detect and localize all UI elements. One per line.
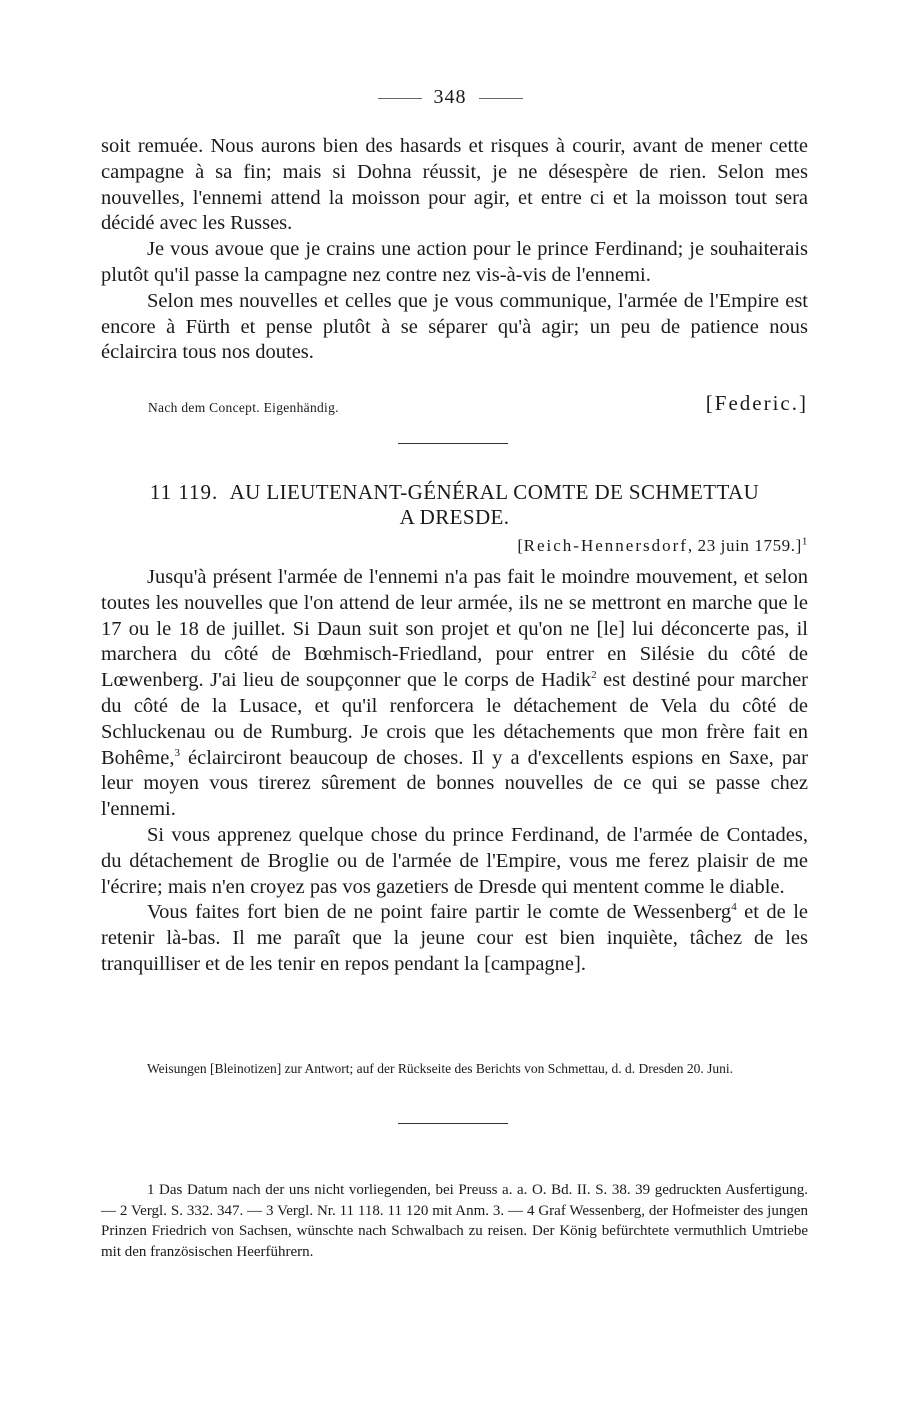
paragraph: Je vous avoue que je crains une action pour le prince Ferdinand; je souhaiterais plutôt qu'il passe la campagne nez contre nez vis-à-vis de l'ennemi. bbox=[101, 238, 808, 286]
footnote-ref: 3 bbox=[174, 746, 180, 759]
letter-title: AU LIEUTENANT-GÉNÉRAL COMTE DE SCHMETTAU bbox=[229, 480, 760, 504]
letter-dateline: [Reich-Hennersdorf, 23 juin 1759.]$^1$ bbox=[517, 535, 808, 555]
place: Reich-Hennersdorf bbox=[523, 536, 688, 555]
footnote-ref: 4 bbox=[731, 901, 737, 914]
paragraph: Selon mes nouvelles et celles que je vous communique, l'armée de l'Empire est encore à Fürth et pense plutôt à se séparer qu'à agir; un peu de patience nous éclaircira tous nos doutes. bbox=[101, 289, 808, 364]
letter-body bbox=[101, 565, 808, 978]
letter-title-destination: A DRESDE. bbox=[399, 505, 510, 529]
footnote-ref: 1 bbox=[801, 535, 808, 548]
editorial-note: Weisungen [Bleinotizen] zur Antwort; auf der Rückseite des Berichts von Schmettau, d. d. Dresden 20. Juni. bbox=[147, 1061, 734, 1076]
section-divider bbox=[398, 443, 508, 444]
paragraph: Si vous apprenez quelque chose du prince Ferdinand, de l'armée de Contades, du détachement de Broglie ou de l'armée de l'Empire, vous me ferez plaisir de me l'écrire; mais n'en croyez pas vos gazetiers de Dresde qui mentent comme le diable. bbox=[101, 823, 808, 898]
header-dash-right bbox=[479, 98, 523, 99]
footnotes bbox=[101, 1180, 808, 1262]
paragraph: soit remuée. Nous aurons bien des hasards et risques à courir, avant de mener cette campagne à sa fin; mais si Dohna réussit, je ne désespère de rien. Selon mes nouvelles, l'ennemi attend la moisson pour agir, et entre ci et la moisson tout sera décidé avec les Russes. bbox=[101, 135, 808, 235]
paragraph: Jusqu'à présent l'armée de l'ennemi n'a pas fait le moindre mouvement, et selon toutes les nouvelles que l'on attend de leur armée, ils ne se mettront en marche que le 17 ou le 18 de juillet. Si Daun suit son projet et qu'on ne [le] lui déconcerte pas, il marchera du côté de Bœhmisch-Friedland, pour entrer en Silésie du côté de Lœwenberg. J'ai lieu de soupçonner que le corps de Hadik$^2$ est destiné pour marcher du côté de la Lusace, et qu'il renforcera le détachement de Vela du côté de Schluckenau ou de Rumburg. Je crois que les détachements que mon frère fait en Bohême,$^3$ éclairciront beaucoup de choses. Il y a d'excellents espions en Saxe, par leur moyen vous tirerez sûrement de bonnes nouvelles de ce qui se passe chez l'ennemi. bbox=[101, 566, 808, 821]
header-dash-left bbox=[378, 98, 422, 99]
footnote-text: 1 Das Datum nach der uns nicht vorliegenden, bei Preuss a. a. O. Bd. II. S. 38. 39 gedruckten Ausfertigung. — 2 Vergl. S. 332. 347. — 3 Vergl. Nr. 11 118. 11 120 mit Anm. 3. — 4 Graf Wessenberg, der Hofmeister des jungen Prinzen Friedrich von Sachsen, wünschte nach Schwalbach zu reisen. Der König befürchtete vermuthlich Umtriebe mit den französischen Heerführern. bbox=[101, 1182, 808, 1260]
page-number: 348 bbox=[433, 86, 467, 108]
page-header bbox=[0, 86, 900, 109]
signature: [Federic.] bbox=[705, 391, 808, 415]
footnote-ref: 2 bbox=[591, 669, 597, 682]
section-divider bbox=[398, 1123, 508, 1124]
source-note: Nach dem Concept. Eigenhändig. bbox=[148, 400, 339, 415]
paragraph: Vous faites fort bien de ne point faire partir le comte de Wessenberg$^4$ et de le retenir là-bas. Il me paraît que la jeune cour est bien inquiète, tâchez de les tranquilliser et de les tenir en repos pendant la [campagne]. bbox=[101, 901, 808, 975]
letter-heading bbox=[101, 480, 808, 530]
previous-letter-text bbox=[101, 134, 808, 366]
date: , 23 juin 1759.] bbox=[687, 536, 802, 555]
letter-number: 11 119. bbox=[149, 480, 219, 504]
